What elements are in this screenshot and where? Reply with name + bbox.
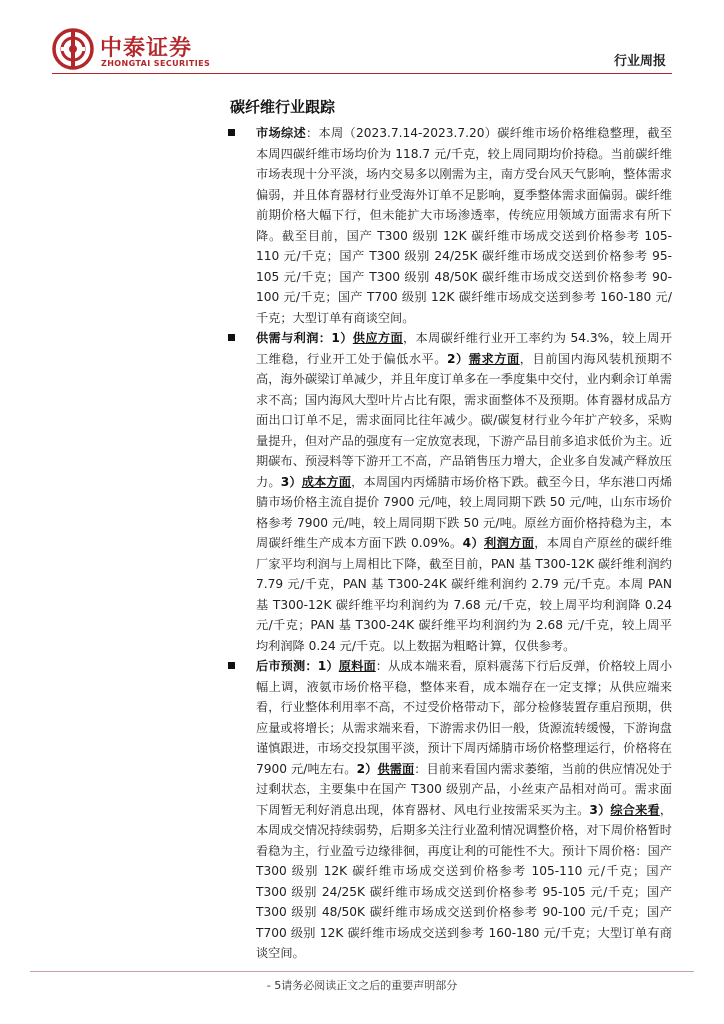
supply-text: ，本周碳纤维行业开工率约为 54.3%，较上周开工维稳，行业开工处于偏低水平。 xyxy=(256,331,673,366)
zhongtai-logo-icon xyxy=(52,28,94,70)
raw-material-text: ：从成本端来看，原料震荡下行后反弹，价格较上周小幅上调，液氨市场价格平稳，整体来看，成本端存在一定支撑；从供应端来看，行业整体利用率不高，不过受价格带动下，部分检修装置存重启预期，供应量或将增长；从需求端来看，下游需求仍旧一般，货源流转缓慢，下游询盘谨慎跟进，市场交投氛围平淡，预计下周丙烯腈市场价格整理运行，价格将在 7900 元/吨左右。 xyxy=(256,659,673,776)
point-number: 3） xyxy=(280,474,302,489)
forecast-paragraph xyxy=(256,656,672,964)
cost-subheading: 成本方面 xyxy=(301,474,352,489)
market-summary-paragraph xyxy=(256,123,672,328)
company-logo-text: 中泰证券 xyxy=(100,36,193,61)
market-summary-text: ：本周（2023.7.14-2023.7.20）碳纤维市场价格维稳整理，截至本周四碳纤维市场均价为 118.7 元/千克，较上周同期均价持稳。当前碳纤维市场表现十分平淡，场内交易多以刚需为主，南方受台风天气影响，整体需求偏弱，并且体育器材行业受海外订单不足影响，夏季整体需求面偏弱。碳纤维前期价格大幅下行，但未能扩大市场渗透率，传统应用领域方面需求有所下降。截至目前，国产 T300 级别 12K 碳纤维市场成交送到价格参考 105-110 元/千克；国产 T300 级别 24/25K 碳纤维市场成交送到价格参考 95-105 元/千克；国产 T300 级别 48/50K 碳纤维市场成交送到价格参考 90-100 元/千克；国产 T700 级别 12K 碳纤维市场成交送到参考 160-180 元/千克；大型订单有商谈空间。 xyxy=(256,126,673,325)
page-header xyxy=(0,0,724,80)
profit-text: ，本周自产原丝的碳纤维厂家平均利润与上周相比下降，截至目前，PAN 基 T300-12K 碳纤维利润约 7.79 元/千克，PAN 基 T300-24K 碳纤维利润约 2.79 元/千克。本周 PAN 基 T300-12K 碳纤维平均利润约为 7.68 元/千克，较上周平均利润降 0.24 元/千克；PAN 基 T300-24K 碳纤维平均利润约为 2.68 元/千克，较上周平均利润降 0.24 元/千克。以上数据为粗略计算，仅供参考。 xyxy=(256,536,673,653)
company-logo-english: ZHONGTAI SECURITIES xyxy=(101,59,211,68)
footer-divider xyxy=(30,971,694,972)
supply-subheading: 供应方面 xyxy=(352,331,403,345)
article-body xyxy=(256,123,672,964)
demand-text: ，目前国内海风装机预期不高，海外碳梁订单减少，并且年度订单多在一季度集中交付，业内剩余订单需求不高；国内海风大型叶片占比有限，需求面整体不及预期。体育器材成品方面出口订单不足，需求面同比往年减少。碳/碳复材行业今年扩产较多，采购量提升，但对产品的强度有一定放宽表现，下游产品目前多追求低价为主。近期碳布、预浸料等下游开工不高，产品销售压力增大，企业多自发减产释放压力。 xyxy=(256,351,673,489)
supply-demand-label: 供需与利润 xyxy=(256,331,319,345)
overall-text: ，本周成交情况持续弱势，后期多关注行业盈利情况调整价格，对下周价格暂时看稳为主，行业盈亏边缘徘徊，再度让利的可能性不大。预计下周价格：国产 T300 级别 12K 碳纤维市场成交送到价格参考 105-110 元/千克；国产 T300 级别 24/25K 碳纤维市场成交送到价格参考 95-105 元/千克；国产 T300 级别 48/50K 碳纤维市场成交送到价格参考 90-100 元/千克；国产 T700 级别 12K 碳纤维市场成交送到参考 160-180 元/千克；大型订单有商谈空间。 xyxy=(256,802,673,960)
raw-material-subheading: 原料面 xyxy=(338,659,376,673)
demand-subheading: 需求方面 xyxy=(468,351,520,366)
overall-subheading: 综合来看 xyxy=(610,802,660,817)
point-number: ：1） xyxy=(318,331,353,345)
market-summary-label: 市场综述 xyxy=(256,126,307,140)
profit-subheading: 利润方面 xyxy=(484,536,535,550)
supply-demand-paragraph xyxy=(256,328,672,656)
point-number: 2） xyxy=(356,761,378,776)
footer-disclaimer: - 5请务必阅读正文之后的重要声明部分 xyxy=(266,979,458,992)
point-number: 3） xyxy=(589,802,611,817)
report-type-label: 行业周报 xyxy=(613,54,666,69)
section-title: 碳纤维行业跟踪 xyxy=(230,98,336,116)
point-number: 4） xyxy=(462,536,485,550)
point-number: ：1） xyxy=(305,659,339,673)
cost-text: ，本周国内丙烯腈市场价格下跌。截至今日，华东港口丙烯腈市场价格主流自提价 7900 元/吨，较上周同期下跌 50 元/吨，山东市场价格参考 7900 元/吨，较上周同期下跌 50 元/吨。原丝方面价格持稳为主，本周碳纤维生产成本方面下跌 0.09%。 xyxy=(256,474,673,550)
bullet-square-icon xyxy=(228,662,235,669)
point-number: 2） xyxy=(447,351,469,366)
supply-demand-text: ：目前来看国内需求萎缩，当前的供应情况处于过剩状态，主要集中在国产 T300 级别产品，小丝束产品相对尚可。需求面下周暂无利好消息出现，体育器材、风电行业按需采买为主。 xyxy=(256,761,673,817)
header-divider xyxy=(52,73,672,74)
bullet-square-icon xyxy=(228,129,235,136)
forecast-label: 后市预测 xyxy=(256,659,306,673)
supply-demand-subheading: 供需面 xyxy=(377,761,415,776)
bullet-square-icon xyxy=(228,334,235,341)
